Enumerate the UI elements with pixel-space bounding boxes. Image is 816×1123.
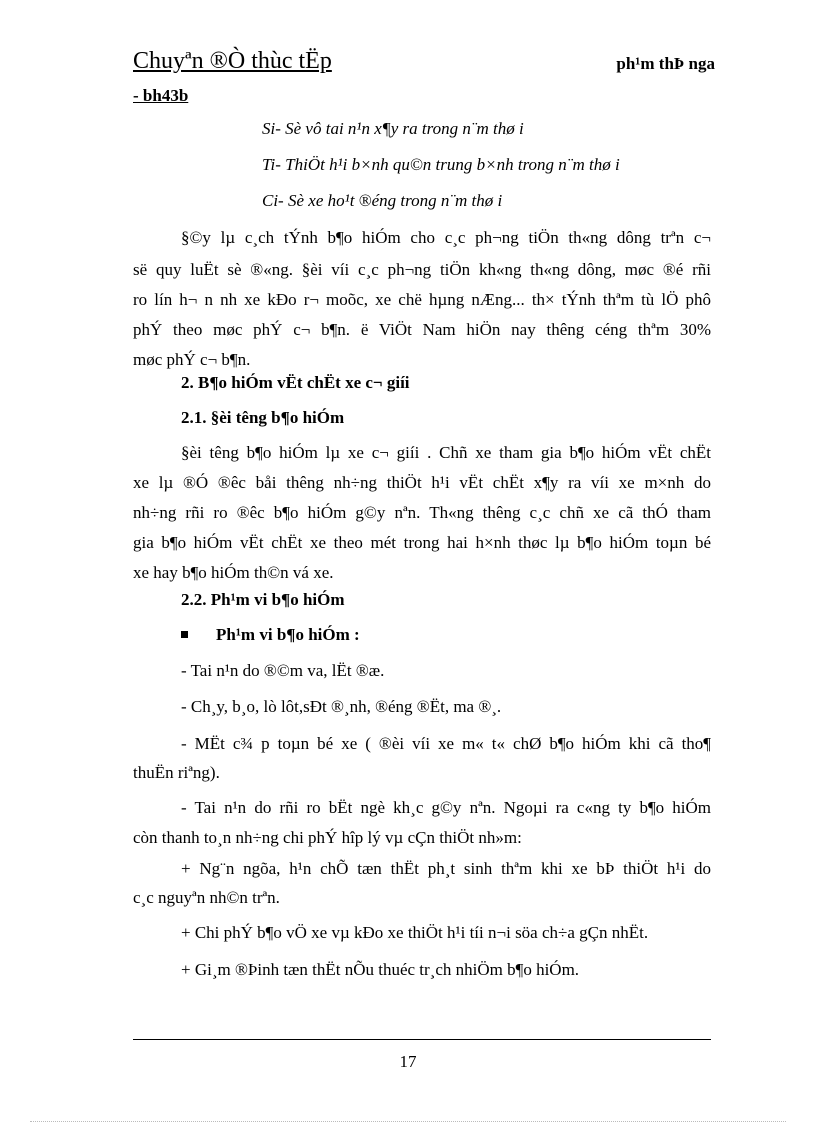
- para1-line-2: së quy luËt sè ®«ng. §èi víi c¸c ph¬ng tiÖn kh«ng th«ng dông, møc ®é rñi: [133, 260, 711, 279]
- section-2-2-heading: 2.2. Ph¹m vi b¶o hiÓm: [181, 590, 345, 609]
- item-prevention-line-2: c¸c nguyªn nh©n trªn.: [133, 888, 280, 907]
- formula-si: Si- Sè vô tai n¹n x¶y ra trong n¨m thø i: [262, 119, 524, 138]
- item-other-risk-line-1: - Tai n¹n do rñi ro bËt ngè kh¸c g©y nªn. Ngoµi ra c«ng ty b¶o hiÓm: [181, 798, 711, 817]
- item-loss-assessment: + Gi¸m ®Þinh tæn thËt nÕu thuéc tr¸ch nhiÖm b¶o hiÓm.: [181, 960, 580, 979]
- bullet-heading-text: Ph¹m vi b¶o hiÓm :: [216, 625, 360, 644]
- header-subtitle: - bh43b: [133, 86, 189, 105]
- header-author: ph¹m thÞ nga: [616, 54, 715, 73]
- para2-line-3: nh÷ng rñi ro ®êc b¶o hiÓm g©y nªn. Th«ng thêng c¸c chñ xe cã thÓ tham: [133, 503, 711, 522]
- header-title: Chuyªn ®Ò thùc tËp: [133, 48, 332, 74]
- section-2-heading: 2. B¶o hiÓm vËt chËt xe c¬ giíi: [181, 373, 410, 392]
- section-2-1-heading: 2.1. §èi têng b¶o hiÓm: [181, 408, 345, 427]
- page-bottom-divider: [30, 1121, 786, 1122]
- item-towing-cost: + Chi phÝ b¶o vÖ xe vµ kÐo xe thiÖt h¹i tíi n¬i söa ch÷a gÇn nhËt.: [181, 923, 649, 942]
- para2-line-2: xe lµ ®Ó ®êc båi thêng nh÷ng thiÖt h¹i vËt chËt x¶y ra víi xe m×nh do: [133, 473, 711, 492]
- bullet-heading: [181, 624, 711, 645]
- para1-line-3: ro lín h¬ n nh xe kÐo r¬ moõc, xe chë hµng nÆng... th× tÝnh thªm tù lÖ phô: [133, 290, 711, 309]
- item-fire-storm: - Ch¸y, b¸o, lò lôt,sÐt ®¸nh, ®éng ®Ët, ma ®¸.: [181, 697, 502, 716]
- footer-rule: [133, 1039, 711, 1040]
- formula-ci: Ci- Sè xe ho¹t ®éng trong n¨m thø i: [262, 191, 503, 210]
- para1-line-5: møc phÝ c¬ b¶n.: [133, 350, 251, 369]
- item-other-risk-line-2: còn thanh to¸n nh÷ng chi phÝ hîp lý vµ cÇn thiÖt nh»m:: [133, 828, 522, 847]
- item-theft-line-1: - MËt c¾ p toµn bé xe ( ®èi víi xe m« t« chØ b¶o hiÓm khi cã tho¶: [181, 734, 711, 753]
- item-prevention-line-1: + Ng¨n ngõa, h¹n chÕ tæn thËt ph¸t sinh thªm khi xe bÞ thiÖt h¹i do: [181, 859, 711, 878]
- item-collision: - Tai n¹n do ®©m va, lËt ®æ.: [181, 661, 385, 680]
- para1-line-1: §©y lµ c¸ch tÝnh b¶o hiÓm cho c¸c ph¬ng tiÖn th«ng dông trªn c¬: [181, 228, 711, 247]
- para2-line-1: §èi têng b¶o hiÓm lµ xe c¬ giíi . Chñ xe tham gia b¶o hiÓm vËt chËt: [181, 443, 711, 462]
- para2-line-4: gia b¶o hiÓm vËt chËt xe theo mét trong hai h×nh thøc lµ b¶o hiÓm toµn bé: [133, 533, 711, 552]
- formula-ti: Ti- ThiÖt h¹i b×nh qu©n trung b×nh trong n¨m thø i: [262, 155, 620, 174]
- item-theft-line-2: thuËn riªng).: [133, 763, 220, 782]
- page-number: 17: [399, 1052, 417, 1071]
- square-bullet-icon: [181, 631, 188, 638]
- para2-line-5: xe hay b¶o hiÓm th©n vá xe.: [133, 563, 334, 582]
- para1-line-4: phÝ theo møc phÝ c¬ b¶n. ë ViÖt Nam hiÖn nay thêng céng thªm 30%: [133, 320, 711, 339]
